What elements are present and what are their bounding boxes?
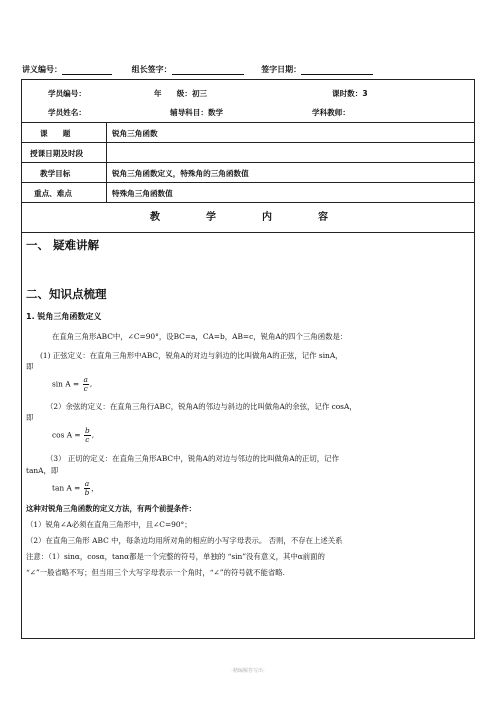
grade-label: 年 级：初三 xyxy=(154,89,208,98)
sin-lhs: sin A = xyxy=(52,379,80,389)
info-row xyxy=(22,80,474,123)
tan-definition-line2: tanA，即 xyxy=(26,466,59,475)
goal-value: 锐角三角函数定义，特殊角的三角函数值 xyxy=(112,169,249,178)
sin-numerator: a xyxy=(83,375,88,384)
date-label: 授课日期及时段 xyxy=(30,149,84,158)
tan-lhs: tan A = xyxy=(52,483,81,493)
sin-definition-line1: (1) 正弦定义：在直角三角形中ABC，锐角A的对边与斜边的比叫做角A的正弦，记作 sinA， xyxy=(40,351,343,360)
leader-sign-label: 组长签字： xyxy=(131,65,172,74)
sin-denominator: c xyxy=(83,384,88,393)
page-footer: -精编解答写出- xyxy=(231,668,265,674)
sin-formula xyxy=(52,376,92,393)
key-row xyxy=(22,183,474,203)
cos-definition-line1: （2）余弦的定义：在直角三角行ABC，锐角A的邻边与斜边的比叫做角A的余弦，记作 cosA， xyxy=(46,402,357,411)
sign-date-label: 签字日期： xyxy=(261,65,302,74)
conditions-title: 这种对锐角三角函数的定义方法，有两个前提条件： xyxy=(26,504,196,513)
tan-numerator: a xyxy=(84,479,90,488)
teacher-label: 学科教师： xyxy=(312,108,350,117)
tan-fraction xyxy=(84,480,90,497)
header-line xyxy=(22,64,373,75)
heading-difficulty: 一、 疑难讲解 xyxy=(26,238,100,252)
student-name-label: 学员姓名： xyxy=(48,108,86,117)
handout-no-label: 讲义编号： xyxy=(22,65,62,74)
tan-formula xyxy=(52,480,99,497)
cos-numerator: b xyxy=(84,426,90,435)
hours-label: 课时数：3 xyxy=(332,89,368,98)
sin-tail: , xyxy=(89,379,93,389)
subject-label: 辅导科目：数学 xyxy=(170,108,224,117)
cos-lhs: cos A = xyxy=(52,430,81,440)
section-title: 教 学 内 容 xyxy=(22,203,474,233)
key-label: 重点、难点 xyxy=(34,189,72,198)
note-line2: “∠”一般省略不写；但当用三个大写字母表示一个角时，“∠”的符号就不能省略. xyxy=(26,568,285,577)
cos-definition-line2: 即 xyxy=(26,413,34,422)
heading-knowledge: 二、知识点梳理 xyxy=(26,287,107,301)
cos-formula xyxy=(52,427,94,444)
topic-label: 课 题 xyxy=(40,129,71,138)
topic-value: 锐角三角函数 xyxy=(112,129,158,138)
subheading-definition: 1. 锐角三角函数定义 xyxy=(26,312,102,321)
sin-fraction xyxy=(83,376,89,393)
sin-definition-line2: 即 xyxy=(26,362,34,371)
cos-denominator: c xyxy=(85,435,90,444)
tan-definition-line1: （3） 正切的定义：在直角三角形ABC中，锐角A的对边与邻边的比叫做角A的正切，记作 xyxy=(46,454,339,463)
note-line1: 注意：（1）sinα，cosα，tanα都是一个完整的符号，单独的 “sin”没有意义，其中α前面的 xyxy=(26,552,325,561)
cos-fraction xyxy=(84,427,91,444)
lesson-table xyxy=(21,79,475,639)
cos-tail: , xyxy=(91,430,95,440)
student-no-label: 学员编号： xyxy=(48,89,86,98)
goal-label: 教学目标 xyxy=(40,169,71,178)
key-value: 特殊角三角函数值 xyxy=(112,189,173,198)
condition-2: （2）在直角三角形 ABC 中，每条边均用所对角的相应的小写字母表示。 否则，不存在上述关系 xyxy=(26,536,343,545)
goal-row xyxy=(22,163,474,183)
leader-sign-field[interactable] xyxy=(172,65,244,75)
date-row xyxy=(22,143,474,163)
topic-row xyxy=(22,123,474,143)
tan-denominator: b xyxy=(84,488,90,497)
intro-text: 在直角三角形ABC中，∠C=90°，设BC=a，CA=b，AB=c，锐角A的四个三角函数是： xyxy=(52,332,348,341)
sign-date-field[interactable] xyxy=(301,65,373,75)
tan-tail: ， xyxy=(91,483,99,493)
handout-no-field[interactable] xyxy=(62,65,112,75)
condition-1: （1）锐角∠A必须在直角三角形中，且∠C=90°； xyxy=(26,520,192,529)
